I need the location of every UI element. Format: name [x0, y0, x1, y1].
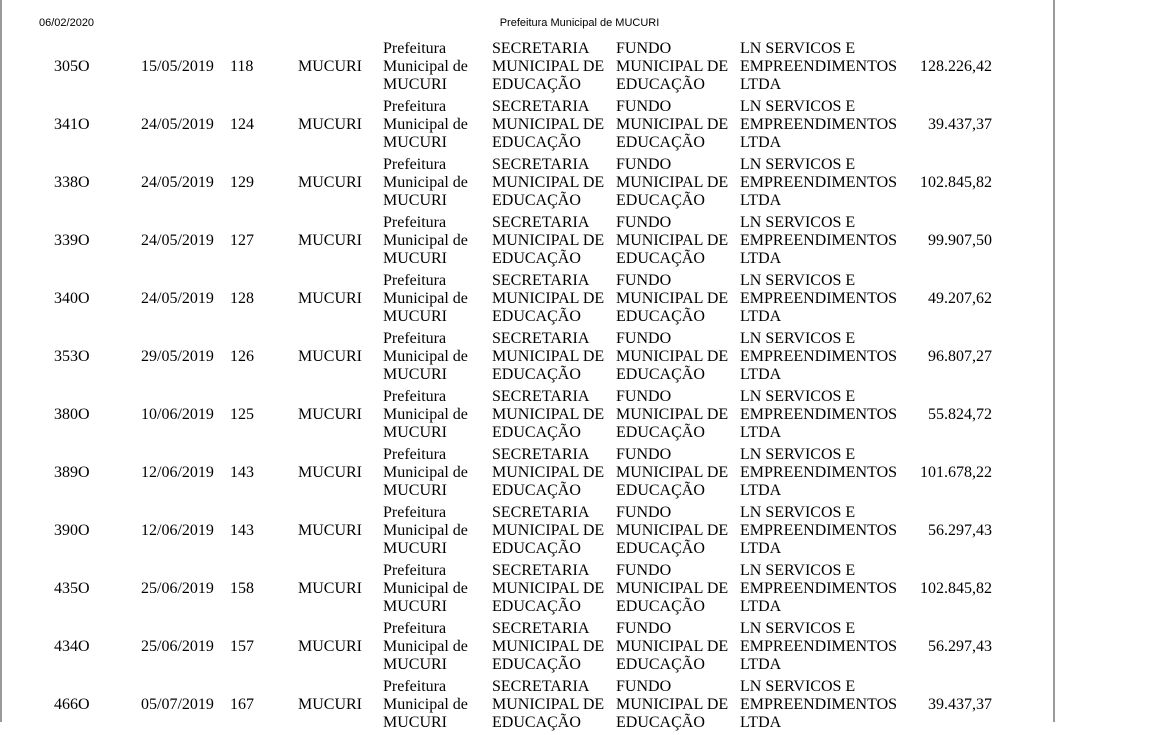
creditor-name-line: EMPREENDIMENTOS [740, 116, 898, 133]
document-number: 338O [54, 174, 90, 191]
secretaria-name [492, 214, 604, 268]
fundo-name-line: FUNDO [616, 504, 672, 521]
entity-name [383, 214, 468, 268]
fundo-name [616, 98, 728, 152]
secretaria-name-line: MUNICIPAL DE [492, 348, 605, 365]
creditor-name-line: LN SERVICOS E [740, 98, 856, 115]
table-row [2, 213, 1057, 271]
entity-name [383, 272, 468, 326]
creditor-name-line: LN SERVICOS E [740, 214, 856, 231]
entity-name-line: Prefeitura [383, 504, 447, 521]
entity-name-line: MUCURI [383, 134, 448, 151]
creditor-name-line: LN SERVICOS E [740, 446, 856, 463]
code-value: 143 [230, 464, 254, 481]
entity-name [383, 388, 468, 442]
fundo-name-line: FUNDO [616, 272, 672, 289]
fundo-name [616, 678, 728, 732]
creditor-name-line: LN SERVICOS E [740, 504, 856, 521]
secretaria-name [492, 504, 604, 558]
city-name: MUCURI [298, 638, 363, 655]
fundo-name-line: MUNICIPAL DE [616, 290, 729, 307]
secretaria-name-line: SECRETARIA [492, 446, 590, 463]
secretaria-name [492, 562, 604, 616]
entity-name-line: MUCURI [383, 424, 448, 441]
document-number: 380O [54, 406, 90, 423]
code-value: 157 [230, 638, 254, 655]
fundo-name [616, 562, 728, 616]
creditor-name-line: LN SERVICOS E [740, 40, 856, 57]
entity-name-line: MUCURI [383, 598, 448, 615]
fundo-name [616, 620, 728, 674]
code-value: 125 [230, 406, 254, 423]
creditor-name-line: LTDA [740, 192, 782, 209]
creditor-name [740, 98, 897, 152]
entity-name-line: MUCURI [383, 656, 448, 673]
payment-date: 24/05/2019 [141, 116, 214, 133]
entity-name [383, 446, 468, 500]
fundo-name-line: MUNICIPAL DE [616, 174, 729, 191]
secretaria-name-line: MUNICIPAL DE [492, 174, 605, 191]
fundo-name-line: EDUCAÇÃO [616, 714, 705, 731]
creditor-name-line: EMPREENDIMENTOS [740, 348, 898, 365]
code-value: 127 [230, 232, 254, 249]
table-row [2, 271, 1057, 329]
secretaria-name-line: SECRETARIA [492, 562, 590, 579]
creditor-name [740, 620, 897, 674]
payment-date: 12/06/2019 [141, 522, 214, 539]
code-value: 126 [230, 348, 254, 365]
payment-value: 101.678,22 [920, 464, 992, 481]
entity-name-line: Municipal de [383, 696, 468, 713]
entity-name-line: MUCURI [383, 482, 448, 499]
fundo-name-line: FUNDO [616, 98, 672, 115]
entity-name-line: MUCURI [383, 250, 448, 267]
secretaria-name-line: SECRETARIA [492, 40, 590, 57]
entity-name-line: Municipal de [383, 174, 468, 191]
payment-value: 102.845,82 [920, 174, 992, 191]
fundo-name-line: MUNICIPAL DE [616, 116, 729, 133]
secretaria-name [492, 388, 604, 442]
code-value: 118 [230, 58, 254, 75]
fundo-name-line: FUNDO [616, 678, 672, 695]
creditor-name [740, 562, 897, 616]
fundo-name-line: MUNICIPAL DE [616, 638, 729, 655]
document-number: 305O [54, 58, 90, 75]
entity-name-line: Municipal de [383, 406, 468, 423]
fundo-name [616, 156, 728, 210]
creditor-name [740, 40, 897, 94]
code-value: 124 [230, 116, 254, 133]
secretaria-name-line: SECRETARIA [492, 156, 590, 173]
fundo-name-line: FUNDO [616, 40, 672, 57]
entity-name-line: Municipal de [383, 232, 468, 249]
secretaria-name-line: MUNICIPAL DE [492, 464, 605, 481]
secretaria-name-line: EDUCAÇÃO [492, 482, 581, 499]
secretaria-name-line: SECRETARIA [492, 388, 590, 405]
secretaria-name-line: SECRETARIA [492, 272, 590, 289]
document-number: 389O [54, 464, 90, 481]
creditor-name-line: LN SERVICOS E [740, 156, 856, 173]
secretaria-name-line: SECRETARIA [492, 504, 590, 521]
payment-value: 56.297,43 [928, 522, 992, 539]
fundo-name-line: FUNDO [616, 620, 672, 637]
table-row [2, 97, 1057, 155]
table-row [2, 155, 1057, 213]
code-value: 128 [230, 290, 254, 307]
document-number: 340O [54, 290, 90, 307]
creditor-name-line: EMPREENDIMENTOS [740, 638, 898, 655]
secretaria-name-line: EDUCAÇÃO [492, 192, 581, 209]
payment-date: 24/05/2019 [141, 174, 214, 191]
creditor-name-line: LTDA [740, 424, 782, 441]
secretaria-name-line: MUNICIPAL DE [492, 406, 605, 423]
creditor-name [740, 272, 897, 326]
creditor-name [740, 214, 897, 268]
payment-value: 55.824,72 [928, 406, 992, 423]
table-row [2, 387, 1057, 445]
entity-name-line: Prefeitura [383, 40, 447, 57]
secretaria-name-line: SECRETARIA [492, 214, 590, 231]
creditor-name [740, 504, 897, 558]
fundo-name-line: EDUCAÇÃO [616, 598, 705, 615]
city-name: MUCURI [298, 348, 363, 365]
entity-name [383, 504, 468, 558]
creditor-name [740, 330, 897, 384]
secretaria-name-line: SECRETARIA [492, 678, 590, 695]
fundo-name-line: MUNICIPAL DE [616, 580, 729, 597]
city-name: MUCURI [298, 464, 363, 481]
table-row [2, 677, 1057, 735]
fundo-name-line: EDUCAÇÃO [616, 482, 705, 499]
city-name: MUCURI [298, 290, 363, 307]
creditor-name-line: EMPREENDIMENTOS [740, 232, 898, 249]
creditor-name-line: LTDA [740, 714, 782, 731]
document-number: 434O [54, 638, 90, 655]
city-name: MUCURI [298, 522, 363, 539]
entity-name-line: Prefeitura [383, 214, 447, 231]
fundo-name-line: MUNICIPAL DE [616, 58, 729, 75]
payment-value: 128.226,42 [920, 58, 992, 75]
fundo-name-line: EDUCAÇÃO [616, 76, 705, 93]
creditor-name-line: EMPREENDIMENTOS [740, 696, 898, 713]
creditor-name [740, 678, 897, 732]
creditor-name-line: EMPREENDIMENTOS [740, 580, 898, 597]
creditor-name-line: LN SERVICOS E [740, 272, 856, 289]
entity-name [383, 156, 468, 210]
fundo-name-line: FUNDO [616, 330, 672, 347]
fundo-name-line: EDUCAÇÃO [616, 540, 705, 557]
fundo-name-line: FUNDO [616, 156, 672, 173]
payment-date: 25/06/2019 [141, 638, 214, 655]
payment-date: 24/05/2019 [141, 232, 214, 249]
document-number: 353O [54, 348, 90, 365]
payment-value: 39.437,37 [928, 116, 992, 133]
city-name: MUCURI [298, 116, 363, 133]
fundo-name-line: FUNDO [616, 562, 672, 579]
document-number: 466O [54, 696, 90, 713]
creditor-name-line: EMPREENDIMENTOS [740, 174, 898, 191]
payment-value: 96.807,27 [928, 348, 992, 365]
payment-date: 25/06/2019 [141, 580, 214, 597]
secretaria-name-line: EDUCAÇÃO [492, 540, 581, 557]
secretaria-name-line: EDUCAÇÃO [492, 134, 581, 151]
fundo-name [616, 446, 728, 500]
entity-name-line: Prefeitura [383, 678, 447, 695]
fundo-name [616, 504, 728, 558]
secretaria-name-line: MUNICIPAL DE [492, 580, 605, 597]
document-number: 435O [54, 580, 90, 597]
entity-name [383, 678, 468, 732]
entity-name [383, 330, 468, 384]
secretaria-name-line: SECRETARIA [492, 620, 590, 637]
fundo-name [616, 388, 728, 442]
payment-value: 39.437,37 [928, 696, 992, 713]
entity-name-line: Municipal de [383, 116, 468, 133]
fundo-name-line: EDUCAÇÃO [616, 424, 705, 441]
entity-name [383, 620, 468, 674]
payment-value: 99.907,50 [928, 232, 992, 249]
creditor-name-line: LTDA [740, 598, 782, 615]
entity-name-line: MUCURI [383, 76, 448, 93]
city-name: MUCURI [298, 58, 363, 75]
creditor-name-line: LN SERVICOS E [740, 388, 856, 405]
creditor-name-line: LTDA [740, 250, 782, 267]
secretaria-name-line: EDUCAÇÃO [492, 714, 581, 731]
city-name: MUCURI [298, 696, 363, 713]
entity-name-line: Prefeitura [383, 272, 447, 289]
secretaria-name [492, 446, 604, 500]
payment-date: 24/05/2019 [141, 290, 214, 307]
creditor-name [740, 446, 897, 500]
fundo-name-line: MUNICIPAL DE [616, 522, 729, 539]
entity-name-line: Prefeitura [383, 620, 447, 637]
fundo-name-line: EDUCAÇÃO [616, 250, 705, 267]
fundo-name-line: MUNICIPAL DE [616, 232, 729, 249]
table-row [2, 561, 1057, 619]
secretaria-name-line: EDUCAÇÃO [492, 76, 581, 93]
secretaria-name-line: MUNICIPAL DE [492, 290, 605, 307]
entity-name-line: Prefeitura [383, 156, 447, 173]
entity-name-line: MUCURI [383, 308, 448, 325]
fundo-name-line: EDUCAÇÃO [616, 656, 705, 673]
fundo-name-line: MUNICIPAL DE [616, 696, 729, 713]
secretaria-name [492, 40, 604, 94]
table-row [2, 39, 1057, 97]
secretaria-name-line: MUNICIPAL DE [492, 58, 605, 75]
payment-date: 15/05/2019 [141, 58, 214, 75]
secretaria-name-line: MUNICIPAL DE [492, 232, 605, 249]
payment-value: 56.297,43 [928, 638, 992, 655]
secretaria-name-line: SECRETARIA [492, 98, 590, 115]
secretaria-name-line: EDUCAÇÃO [492, 308, 581, 325]
entity-name-line: MUCURI [383, 540, 448, 557]
secretaria-name-line: MUNICIPAL DE [492, 696, 605, 713]
creditor-name-line: LTDA [740, 540, 782, 557]
fundo-name-line: MUNICIPAL DE [616, 464, 729, 481]
payment-value: 102.845,82 [920, 580, 992, 597]
creditor-name-line: LTDA [740, 366, 782, 383]
document-number: 390O [54, 522, 90, 539]
creditor-name-line: LTDA [740, 308, 782, 325]
fundo-name-line: FUNDO [616, 446, 672, 463]
secretaria-name-line: MUNICIPAL DE [492, 638, 605, 655]
payment-value: 49.207,62 [928, 290, 992, 307]
entity-name-line: Prefeitura [383, 446, 447, 463]
secretaria-name-line: SECRETARIA [492, 330, 590, 347]
payments-table [2, 39, 1057, 735]
entity-name-line: Municipal de [383, 290, 468, 307]
secretaria-name [492, 272, 604, 326]
secretaria-name-line: MUNICIPAL DE [492, 116, 605, 133]
payment-date: 05/07/2019 [141, 696, 214, 713]
payment-date: 29/05/2019 [141, 348, 214, 365]
table-row [2, 619, 1057, 677]
entity-name [383, 562, 468, 616]
payment-date: 12/06/2019 [141, 464, 214, 481]
city-name: MUCURI [298, 580, 363, 597]
city-name: MUCURI [298, 406, 363, 423]
entity-name-line: Prefeitura [383, 98, 447, 115]
creditor-name-line: LN SERVICOS E [740, 562, 856, 579]
table-row [2, 503, 1057, 561]
creditor-name-line: LTDA [740, 656, 782, 673]
table-row [2, 445, 1057, 503]
creditor-name-line: LN SERVICOS E [740, 330, 856, 347]
creditor-name [740, 156, 897, 210]
print-date: 06/02/2020 [39, 17, 95, 29]
creditor-name-line: LN SERVICOS E [740, 620, 856, 637]
document-number: 339O [54, 232, 90, 249]
entity-name [383, 98, 468, 152]
fundo-name-line: FUNDO [616, 388, 672, 405]
fundo-name-line: MUNICIPAL DE [616, 406, 729, 423]
fundo-name-line: FUNDO [616, 214, 672, 231]
fundo-name-line: EDUCAÇÃO [616, 366, 705, 383]
creditor-name-line: EMPREENDIMENTOS [740, 522, 898, 539]
creditor-name-line: LTDA [740, 76, 782, 93]
fundo-name-line: EDUCAÇÃO [616, 308, 705, 325]
fundo-name [616, 272, 728, 326]
secretaria-name [492, 156, 604, 210]
secretaria-name-line: EDUCAÇÃO [492, 598, 581, 615]
secretaria-name [492, 620, 604, 674]
creditor-name-line: LTDA [740, 134, 782, 151]
entity-name-line: Municipal de [383, 58, 468, 75]
document-number: 341O [54, 116, 90, 133]
page-title: Prefeitura Municipal de MUCURI [499, 17, 660, 29]
entity-name-line: MUCURI [383, 714, 448, 731]
secretaria-name-line: EDUCAÇÃO [492, 656, 581, 673]
city-name: MUCURI [298, 232, 363, 249]
fundo-name-line: MUNICIPAL DE [616, 348, 729, 365]
entity-name-line: Prefeitura [383, 388, 447, 405]
entity-name [383, 40, 468, 94]
table-row [2, 329, 1057, 387]
secretaria-name [492, 98, 604, 152]
secretaria-name-line: MUNICIPAL DE [492, 522, 605, 539]
page-header [2, 17, 1057, 33]
secretaria-name [492, 330, 604, 384]
fundo-name [616, 40, 728, 94]
creditor-name-line: EMPREENDIMENTOS [740, 464, 898, 481]
entity-name-line: Municipal de [383, 638, 468, 655]
code-value: 129 [230, 174, 254, 191]
fundo-name-line: EDUCAÇÃO [616, 134, 705, 151]
fundo-name [616, 214, 728, 268]
entity-name-line: Municipal de [383, 348, 468, 365]
city-name: MUCURI [298, 174, 363, 191]
entity-name-line: Municipal de [383, 464, 468, 481]
entity-name-line: Prefeitura [383, 330, 447, 347]
creditor-name-line: LN SERVICOS E [740, 678, 856, 695]
payment-date: 10/06/2019 [141, 406, 214, 423]
entity-name-line: Municipal de [383, 522, 468, 539]
creditor-name-line: EMPREENDIMENTOS [740, 58, 898, 75]
entity-name-line: Prefeitura [383, 562, 447, 579]
fundo-name [616, 330, 728, 384]
entity-name-line: MUCURI [383, 192, 448, 209]
fundo-name-line: EDUCAÇÃO [616, 192, 705, 209]
code-value: 158 [230, 580, 254, 597]
creditor-name-line: EMPREENDIMENTOS [740, 406, 898, 423]
secretaria-name-line: EDUCAÇÃO [492, 366, 581, 383]
creditor-name [740, 388, 897, 442]
secretaria-name [492, 678, 604, 732]
creditor-name-line: EMPREENDIMENTOS [740, 290, 898, 307]
entity-name-line: MUCURI [383, 366, 448, 383]
code-value: 167 [230, 696, 254, 713]
secretaria-name-line: EDUCAÇÃO [492, 424, 581, 441]
creditor-name-line: LTDA [740, 482, 782, 499]
entity-name-line: Municipal de [383, 580, 468, 597]
secretaria-name-line: EDUCAÇÃO [492, 250, 581, 267]
code-value: 143 [230, 522, 254, 539]
